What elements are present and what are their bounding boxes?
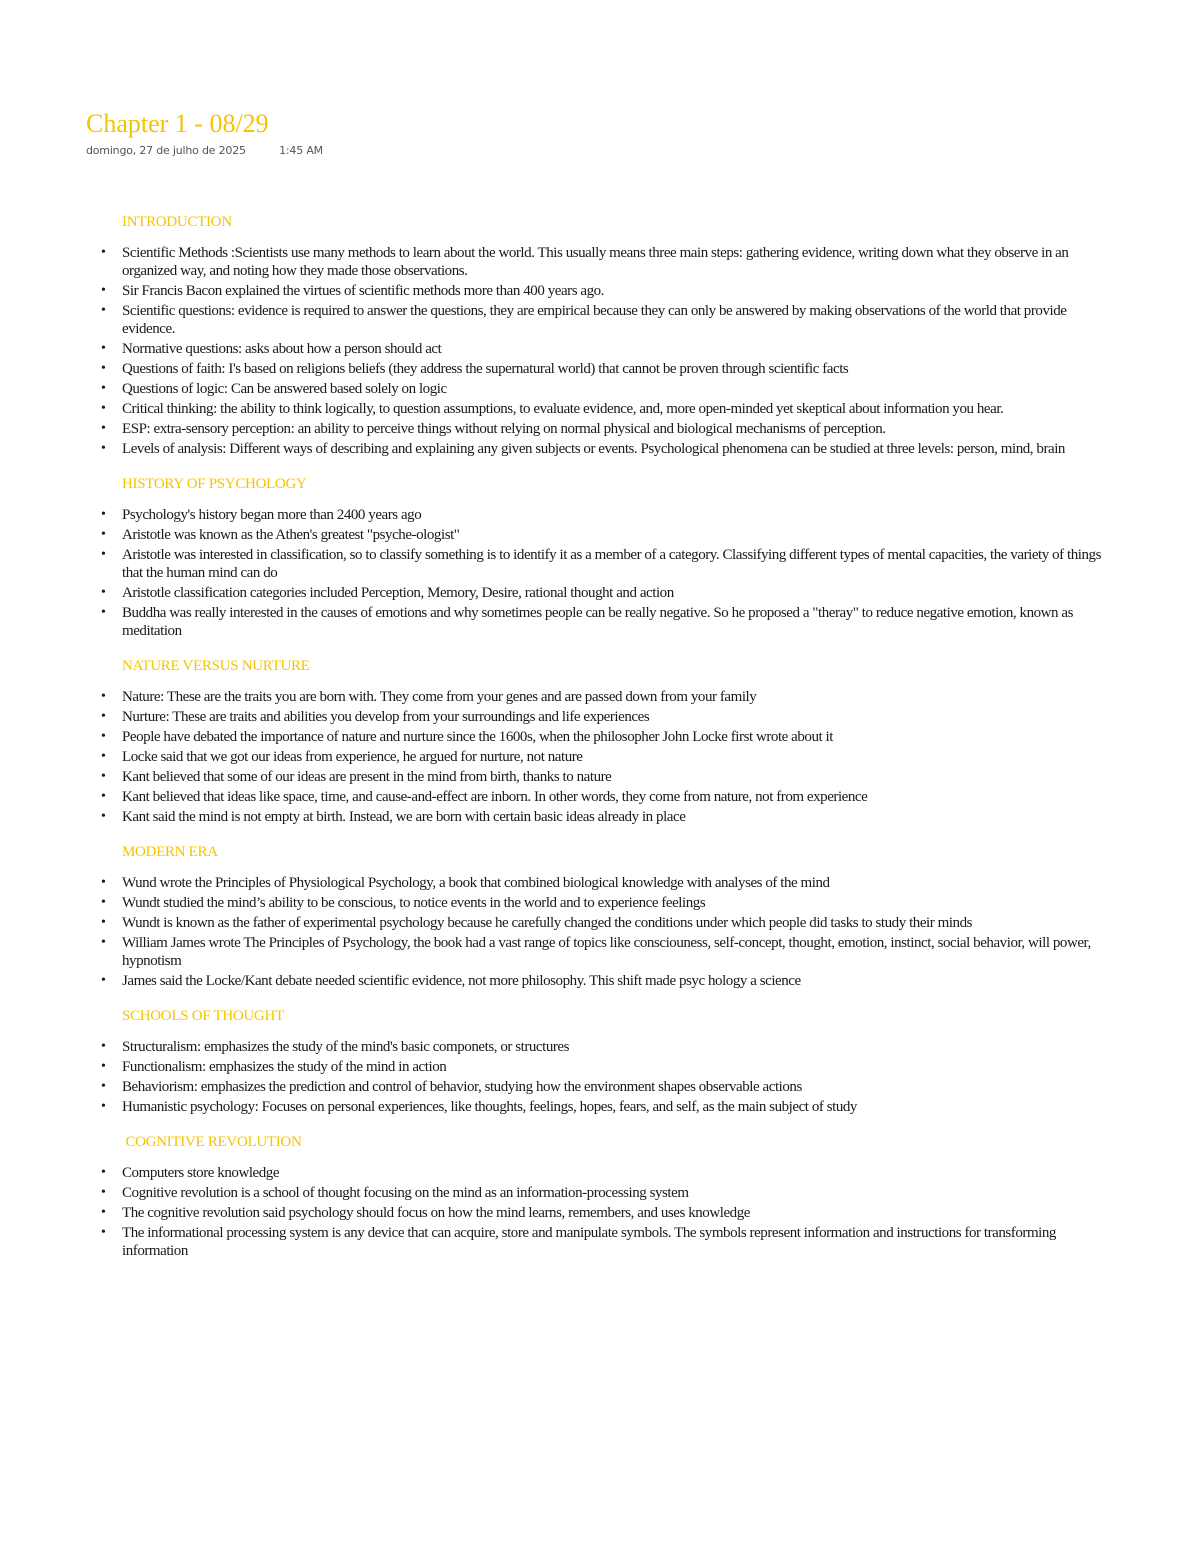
bullet-list: [122, 688, 1126, 826]
list-item[interactable]: • Levels of analysis: Different ways of describing and explaining any given subjects or events. Psychological phenomena can be studied at three levels: person, mind, brain: [122, 440, 1126, 458]
bullet-list: [122, 1038, 1126, 1116]
section-heading[interactable]: NATURE VERSUS NURTURE: [122, 658, 310, 674]
list-item[interactable]: • Wundt studied the mind’s ability to be conscious, to notice events in the world and to experience feelings: [122, 894, 1126, 912]
section-nature-versus-nurture: [122, 656, 1126, 826]
section-heading[interactable]: INTRODUCTION: [122, 214, 232, 230]
section-heading[interactable]: HISTORY OF PSYCHOLOGY: [122, 476, 307, 492]
list-item[interactable]: • Kant said the mind is not empty at birth. Instead, we are born with certain basic ideas already in place: [122, 808, 1126, 826]
list-item[interactable]: • Kant believed that ideas like space, time, and cause-and-effect are inborn. In other words, they come from nature, not from experience: [122, 788, 1126, 806]
page-title[interactable]: Chapter 1 - 08/29: [86, 109, 269, 138]
note-time: 1:45 AM: [279, 144, 323, 157]
list-item[interactable]: • Buddha was really interested in the causes of emotions and why sometimes people can be really negative. So he proposed a "theray" to reduce negative emotion, known as meditation: [122, 604, 1126, 640]
note-page: [86, 106, 1126, 1262]
note-date: domingo, 27 de julho de 2025: [86, 144, 246, 157]
list-item[interactable]: • Wundt is known as the father of experimental psychology because he carefully changed the conditions under which people did tasks to study their minds: [122, 914, 1126, 932]
bullet-list: [122, 874, 1126, 990]
list-item[interactable]: • James said the Locke/Kant debate needed scientific evidence, not more philosophy. This shift made psyc hology a science: [122, 972, 1126, 990]
bullet-list: [122, 1164, 1126, 1260]
list-item[interactable]: • Nurture: These are traits and abilities you develop from your surroundings and life experiences: [122, 708, 1126, 726]
list-item[interactable]: • Behaviorism: emphasizes the prediction and control of behavior, studying how the environment shapes observable actions: [122, 1078, 1126, 1096]
list-item[interactable]: • People have debated the importance of nature and nurture since the 1600s, when the philosopher John Locke first wrote about it: [122, 728, 1126, 746]
list-item[interactable]: • Locke said that we got our ideas from experience, he argued for nurture, not nature: [122, 748, 1126, 766]
list-item[interactable]: • Functionalism: emphasizes the study of the mind in action: [122, 1058, 1126, 1076]
list-item[interactable]: • Sir Francis Bacon explained the virtues of scientific methods more than 400 years ago.: [122, 282, 1126, 300]
section-cognitive-revolution: [122, 1132, 1126, 1260]
list-item[interactable]: • The informational processing system is any device that can acquire, store and manipulate symbols. The symbols represent information and instructions for transforming information: [122, 1224, 1126, 1260]
list-item[interactable]: • Questions of logic: Can be answered based solely on logic: [122, 380, 1126, 398]
section-heading[interactable]: MODERN ERA: [122, 844, 218, 860]
list-item[interactable]: • Humanistic psychology: Focuses on personal experiences, like thoughts, feelings, hopes, fears, and self, as the main subject of study: [122, 1098, 1126, 1116]
list-item[interactable]: • Nature: These are the traits you are born with. They come from your genes and are passed down from your family: [122, 688, 1126, 706]
note-timestamp: [86, 144, 1126, 157]
bullet-list: [122, 506, 1126, 640]
list-item[interactable]: • Cognitive revolution is a school of thought focusing on the mind as an information-processing system: [122, 1184, 1126, 1202]
section-modern-era: [122, 842, 1126, 990]
section-heading[interactable]: SCHOOLS OF THOUGHT: [122, 1008, 284, 1024]
bullet-list: [122, 244, 1126, 458]
list-item[interactable]: • The cognitive revolution said psychology should focus on how the mind learns, remembers, and uses knowledge: [122, 1204, 1126, 1222]
list-item[interactable]: • Questions of faith: I's based on religions beliefs (they address the supernatural world) that cannot be proven through scientific facts: [122, 360, 1126, 378]
section-history-of-psychology: [122, 474, 1126, 640]
list-item[interactable]: • Computers store knowledge: [122, 1164, 1126, 1182]
list-item[interactable]: • ESP: extra-sensory perception: an ability to perceive things without relying on normal physical and biological mechanisms of perception.: [122, 420, 1126, 438]
list-item[interactable]: • William James wrote The Principles of Psychology, the book had a vast range of topics like consciouness, self-concept, thought, emotion, instinct, social behavior, will power, hypnotism: [122, 934, 1126, 970]
list-item[interactable]: • Aristotle was known as the Athen's greatest "psyche-ologist": [122, 526, 1126, 544]
list-item[interactable]: • Normative questions: asks about how a person should act: [122, 340, 1126, 358]
list-item[interactable]: • Psychology's history began more than 2400 years ago: [122, 506, 1126, 524]
list-item[interactable]: • Kant believed that some of our ideas are present in the mind from birth, thanks to nature: [122, 768, 1126, 786]
list-item[interactable]: • Aristotle classification categories included Perception, Memory, Desire, rational thought and action: [122, 584, 1126, 602]
list-item[interactable]: • Wund wrote the Principles of Physiological Psychology, a book that combined biological knowledge with analyses of the mind: [122, 874, 1126, 892]
section-schools-of-thought: [122, 1006, 1126, 1116]
list-item[interactable]: • Aristotle was interested in classification, so to classify something is to identify it as a member of a category. Classifying different types of mental capacities, the variety of things that the human mind can do: [122, 546, 1126, 582]
section-introduction: [122, 212, 1126, 458]
section-heading[interactable]: COGNITIVE REVOLUTION: [122, 1134, 302, 1150]
list-item[interactable]: • Scientific Methods :Scientists use many methods to learn about the world. This usually means three main steps: gathering evidence, writing down what they observe in an organized way, and noting how they made those observations.: [122, 244, 1126, 280]
list-item[interactable]: • Critical thinking: the ability to think logically, to question assumptions, to evaluate evidence, and, more open-minded yet skeptical about information you hear.: [122, 400, 1126, 418]
list-item[interactable]: • Scientific questions: evidence is required to answer the questions, they are empirical because they can only be answered by making observations of the world that provide evidence.: [122, 302, 1126, 338]
list-item[interactable]: • Structuralism: emphasizes the study of the mind's basic componets, or structures: [122, 1038, 1126, 1056]
